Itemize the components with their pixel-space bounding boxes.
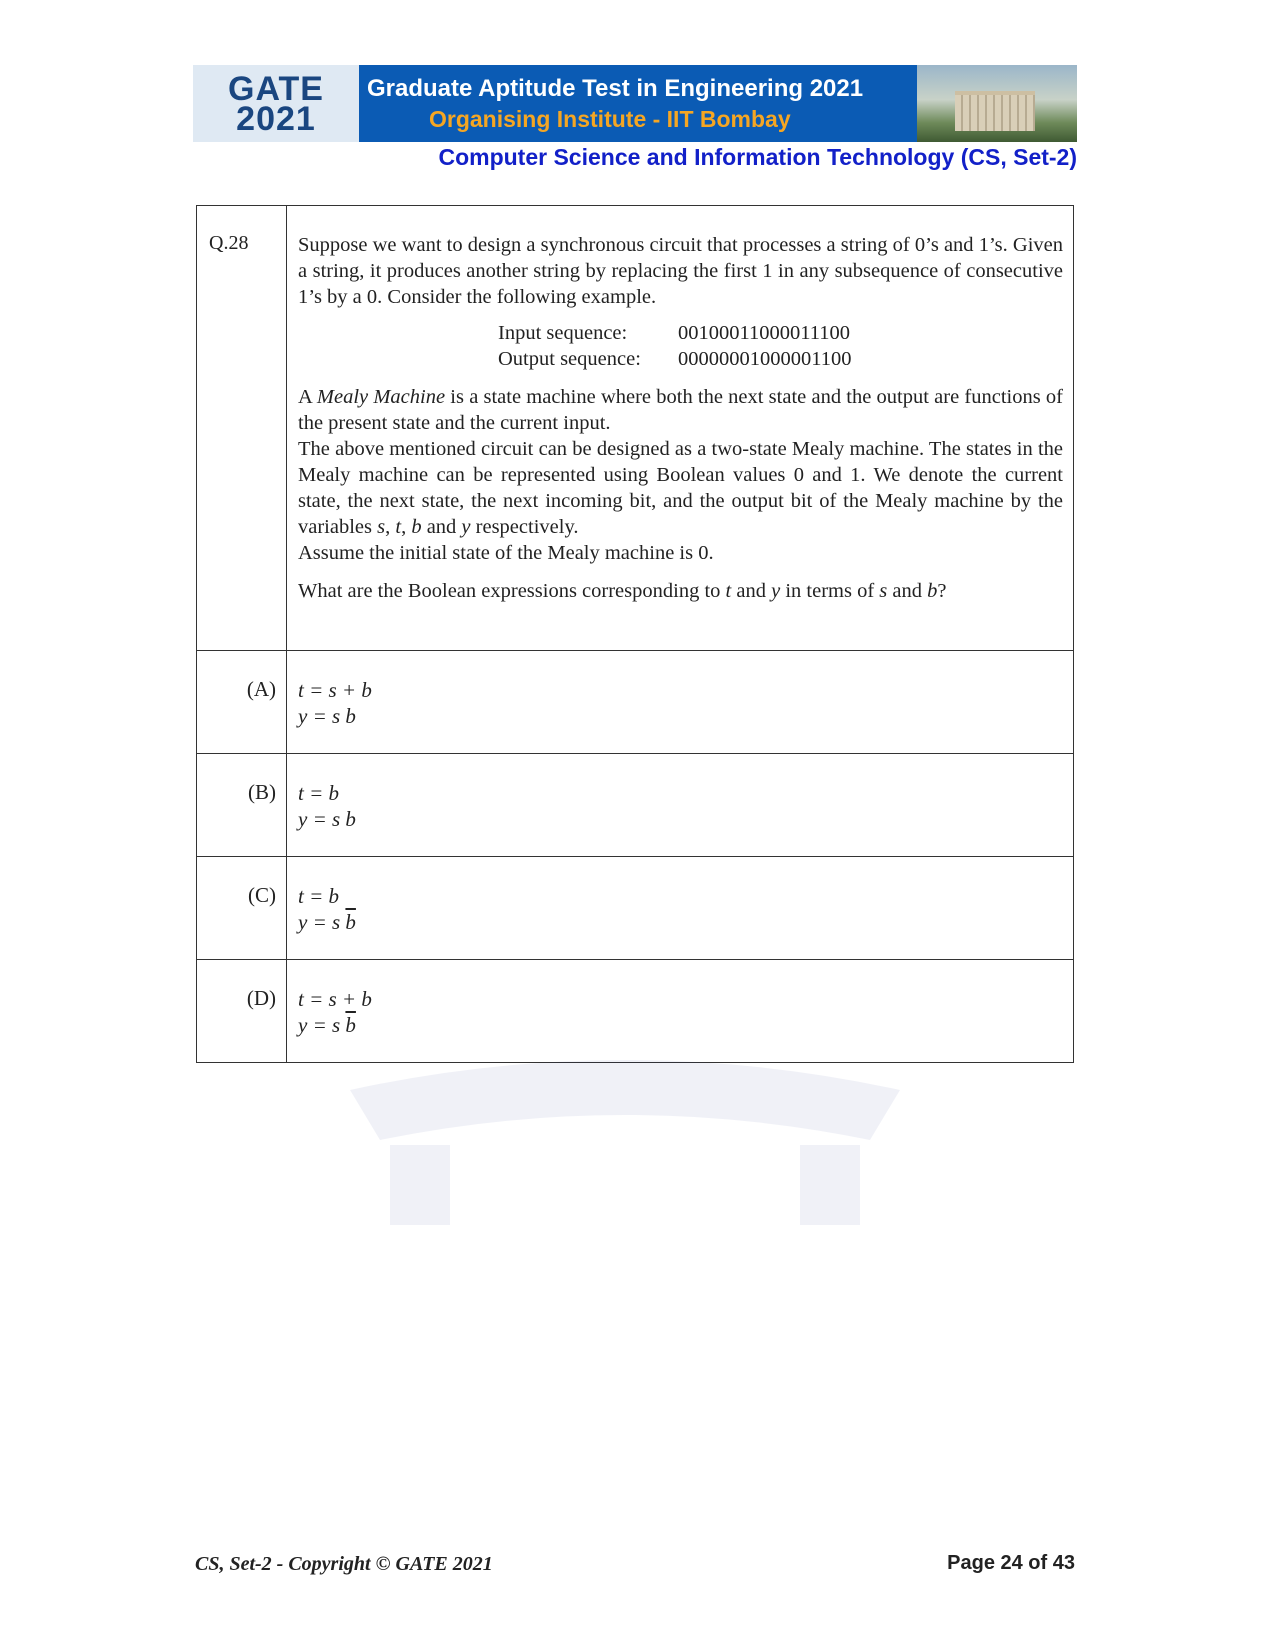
input-sequence-label: Input sequence: — [498, 322, 628, 344]
iit-bombay-watermark-icon — [330, 1050, 920, 1240]
page-total: 43 — [1052, 1552, 1075, 1574]
option-row-c — [197, 857, 1074, 960]
question-row — [197, 206, 1074, 651]
logo-text-year: 2021 — [236, 99, 316, 138]
option-equation-t: t = b — [298, 884, 340, 908]
option-content — [287, 651, 1074, 754]
input-sequence-value: 00100011000011100 — [678, 322, 850, 344]
option-equation-t: t = s + b — [298, 987, 372, 1011]
initial-state-note: Assume the initial state of the Mealy machine is 0. — [298, 542, 714, 564]
subject-title: Computer Science and Information Technology (CS, Set-2) — [438, 144, 1077, 170]
option-label: (A) — [197, 651, 287, 754]
option-label: (B) — [197, 754, 287, 857]
option-row-b — [197, 754, 1074, 857]
example-sequences — [498, 320, 1063, 372]
gate-logo — [193, 65, 359, 142]
question-body — [287, 206, 1074, 651]
option-content — [287, 754, 1074, 857]
option-row-a — [197, 651, 1074, 754]
option-content — [287, 960, 1074, 1063]
exam-title: Graduate Aptitude Test in Engineering 2021 — [367, 74, 864, 102]
output-sequence-label: Output sequence: — [498, 348, 641, 370]
option-equation-y: y = s b — [298, 704, 356, 728]
campus-photo — [917, 65, 1077, 142]
option-equation-y: y = s $\overline{b}$ — [298, 910, 356, 934]
organiser: Organising Institute - IIT Bombay — [429, 105, 791, 132]
option-equation-y: y = s b — [298, 807, 356, 831]
page-number: 24 — [1000, 1552, 1023, 1574]
circuit-description: The above mentioned circuit can be designed as a two-state Mealy machine. The states in the Mealy machine can be represented using Boolean values 0 and 1. We denote the current state, the next state, the next incoming bit, and the output bit of the Mealy machine by the variables s, t, b and y respectively. — [298, 438, 1063, 538]
campus-building-graphic — [955, 91, 1035, 131]
logo-text-gate: GATE — [228, 69, 324, 108]
mealy-definition: A Mealy Machine is a state machine where both the next state and the output are functions of the present state and the current input. — [298, 386, 1063, 434]
banner-text — [359, 65, 917, 142]
question-intro: Suppose we want to design a synchronous circuit that processes a string of 0’s and 1’s. Given a string, it produces another string by replacing the first 1 in any subsequence of consecutive 1’s by a 0. Consider the following example. — [298, 234, 1063, 308]
question-ask: What are the Boolean expressions corresponding to t and y in terms of s and b? — [298, 580, 947, 602]
option-row-d — [197, 960, 1074, 1063]
option-equation-t: t = b — [298, 781, 340, 805]
option-equation-y: y = s $\overline{b}$ — [298, 1013, 356, 1037]
question-number: Q.28 — [197, 206, 287, 651]
exam-header-banner — [193, 65, 1077, 142]
complement-b: $\overline{b}$ — [345, 1013, 356, 1037]
watermark-emblem-icon — [330, 1050, 920, 1240]
page-indicator: Page 24 of 43 — [947, 1552, 1075, 1574]
mealy-term: Mealy Machine — [316, 386, 446, 408]
output-sequence-value: 00000001000001100 — [678, 348, 852, 370]
question-table — [196, 205, 1074, 1063]
option-equation-t: t = s + b — [298, 678, 372, 702]
option-content — [287, 857, 1074, 960]
copyright-footer: CS, Set-2 - Copyright © GATE 2021 — [195, 1553, 493, 1575]
option-label: (C) — [197, 857, 287, 960]
option-label: (D) — [197, 960, 287, 1063]
complement-b: $\overline{b}$ — [345, 910, 356, 934]
